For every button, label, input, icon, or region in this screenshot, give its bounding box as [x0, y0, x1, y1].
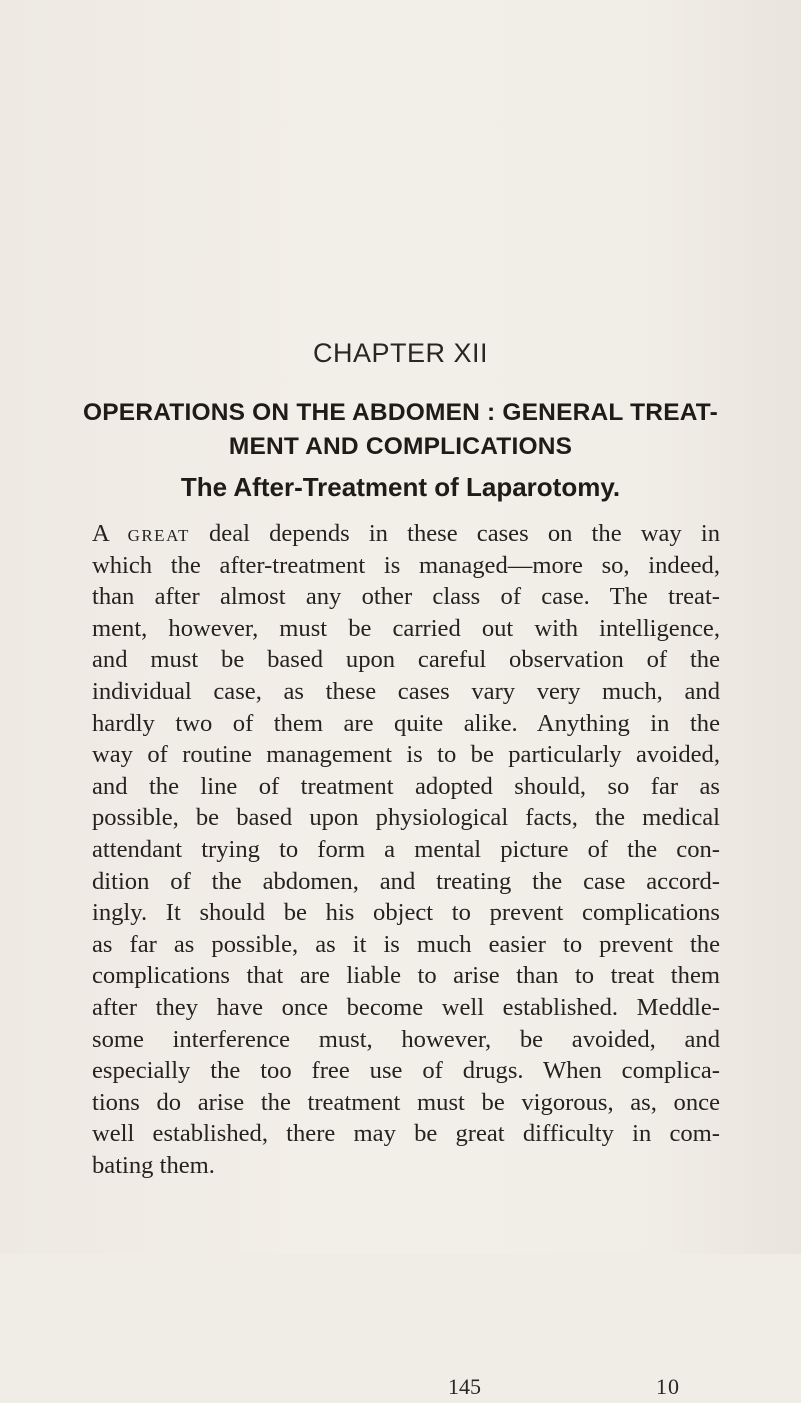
opening-word: A — [92, 520, 109, 547]
signature-mark: 10 — [656, 1374, 680, 1399]
chapter-label: CHAPTER XII — [312, 338, 489, 368]
paragraph-line-9: and the line of treatment adopted should, so far as — [92, 772, 720, 800]
paragraph-line-11: attendant trying to form a mental picture of the con- — [92, 835, 720, 863]
paragraph-line-13: ingly. It should be his object to prevent complications — [92, 899, 720, 927]
paragraph-line-10: possible, be based upon physiological facts, the medical — [92, 804, 720, 832]
page-number: 145 — [448, 1374, 481, 1399]
section-heading: The After-Treatment of Laparotomy. — [180, 472, 621, 502]
paragraph-line-8: way of routine management is to be particularly avoided, — [92, 741, 720, 769]
paragraph-line-7: hardly two of them are quite alike. Anything in the — [92, 709, 720, 737]
chapter-title — [40, 396, 761, 464]
paragraph-line-6: individual case, as these cases vary very much, and — [92, 677, 720, 705]
paragraph-line-12: dition of the abdomen, and treating the case accord- — [92, 867, 720, 895]
paragraph-line-18: especially the too free use of drugs. When complica- — [92, 1057, 720, 1085]
paragraph-line-2: which the after-treatment is managed—more so, indeed, — [92, 551, 720, 579]
body-paragraph — [92, 518, 720, 1399]
paragraph-line-17: some interference must, however, be avoided, and — [92, 1025, 720, 1053]
paragraph-line-21: bating them. — [92, 1151, 215, 1179]
paragraph-line-1 — [92, 518, 720, 550]
paragraph-line-20: well established, there may be great difficulty in com- — [92, 1120, 720, 1148]
paragraph-line-15: complications that are liable to arise than to treat them — [92, 962, 720, 990]
paragraph-line-5: and must be based upon careful observation of the — [92, 646, 720, 674]
chapter-title-line-2: MENT AND COMPLICATIONS — [228, 433, 573, 460]
small-caps-word: GREAT — [127, 526, 190, 545]
paragraph-line-14: as far as possible, as it is much easier to prevent the — [92, 930, 720, 958]
paragraph-line-4: ment, however, must be carried out with intelligence, — [92, 614, 720, 642]
chapter-title-line-1: OPERATIONS ON THE ABDOMEN : GENERAL TREAT- — [83, 399, 718, 426]
paragraph-line-16: after they have once become well established. Meddle- — [92, 993, 720, 1021]
paragraph-line-19: tions do arise the treatment must be vigorous, as, once — [92, 1088, 720, 1116]
paragraph-line-3: than after almost any other class of case. The treat- — [92, 583, 720, 611]
paragraph-line-1-text: deal depends in these cases on the way in — [189, 520, 720, 547]
